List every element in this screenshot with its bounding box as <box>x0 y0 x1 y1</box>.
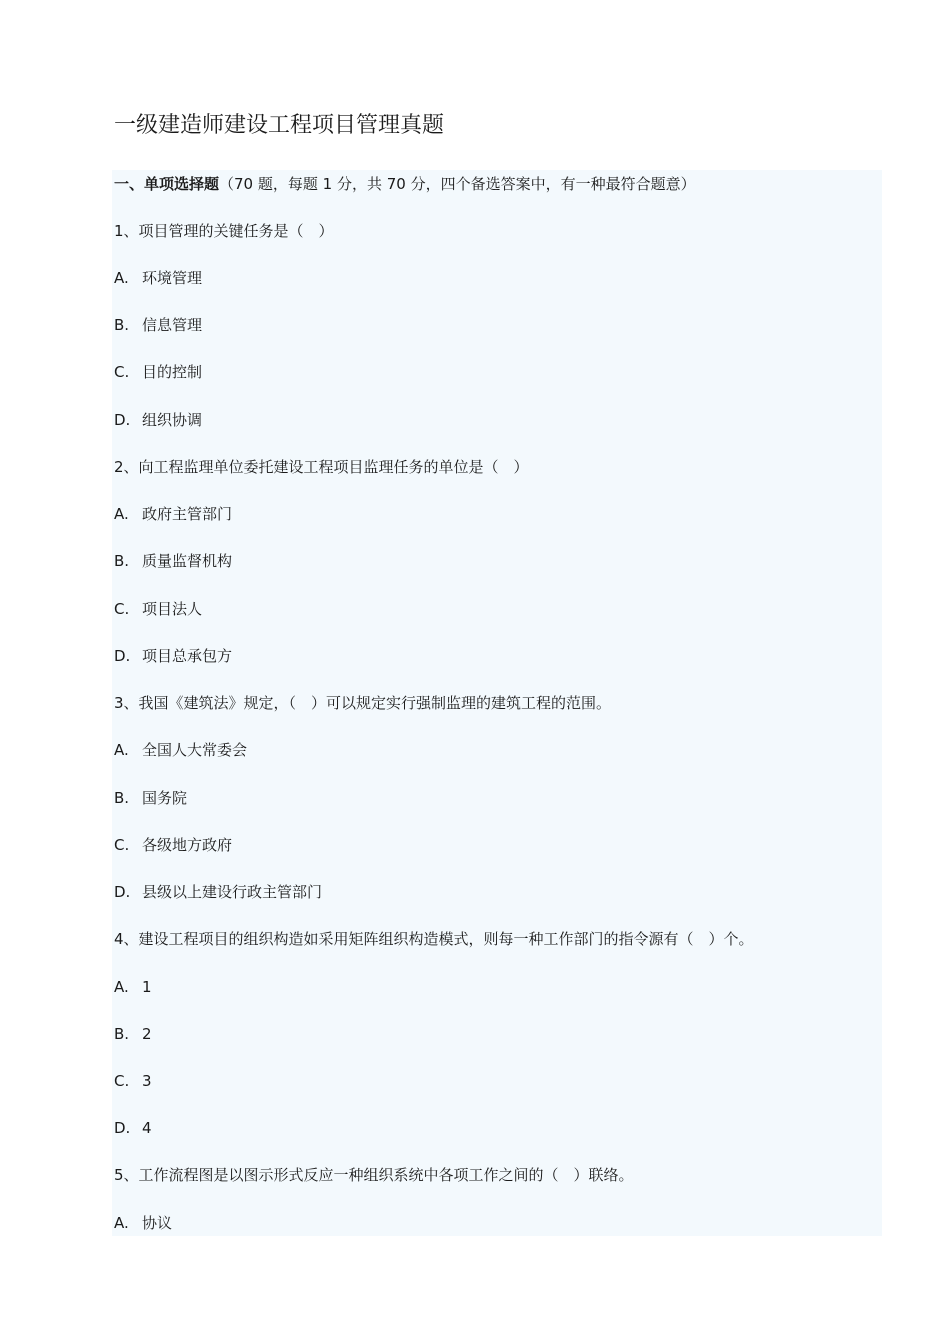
option-letter: C. <box>114 363 130 381</box>
answer-option <box>114 268 202 288</box>
option-letter: A. <box>114 505 129 523</box>
option-letter: C. <box>114 1072 130 1090</box>
section-heading-label: 一、单项选择题 <box>114 175 220 193</box>
option-text: 政府主管部门 <box>142 505 233 523</box>
option-text: 1 <box>142 978 152 996</box>
option-letter: C. <box>114 600 130 618</box>
option-letter: C. <box>114 836 130 854</box>
option-text: 3 <box>142 1072 152 1090</box>
question-stem: 1、项目管理的关键任务是（ ） <box>114 222 334 240</box>
option-letter: D. <box>114 883 131 901</box>
question-stem: 2、向工程监理单位委托建设工程项目监理任务的单位是（ ） <box>114 458 529 476</box>
option-text: 2 <box>142 1025 152 1043</box>
option-letter: B. <box>114 789 130 807</box>
option-text: 协议 <box>142 1214 173 1232</box>
option-letter: B. <box>114 316 130 334</box>
question-stem: 4、建设工程项目的组织构造如采用矩阵组织构造模式，则每一种工作部门的指令源有（ ）个。 <box>114 930 754 948</box>
answer-option <box>114 1118 152 1138</box>
document-title: 一级建造师建设工程项目管理真题 <box>114 113 445 138</box>
option-text: 质量监督机构 <box>142 552 233 570</box>
option-letter: A. <box>114 1214 129 1232</box>
answer-option <box>114 362 202 382</box>
option-text: 项目总承包方 <box>142 647 233 665</box>
answer-option <box>114 882 322 902</box>
question-stem: 5、工作流程图是以图示形式反应一种组织系统中各项工作之间的（ ）联络。 <box>114 1166 634 1184</box>
option-text: 全国人大常委会 <box>142 741 248 759</box>
answer-option <box>114 835 232 855</box>
option-text: 信息管理 <box>142 316 203 334</box>
option-text: 4 <box>142 1119 152 1137</box>
section-heading-note: （70 题，每题 1 分，共 70 分，四个备选答案中，有一种最符合题意） <box>219 175 696 193</box>
answer-option <box>114 740 247 760</box>
option-text: 县级以上建设行政主管部门 <box>142 883 323 901</box>
answer-option <box>114 788 187 808</box>
option-letter: B. <box>114 1025 130 1043</box>
answer-option <box>114 410 202 430</box>
answer-option <box>114 551 232 571</box>
option-letter: A. <box>114 978 129 996</box>
option-letter: D. <box>114 1119 131 1137</box>
option-letter: B. <box>114 552 130 570</box>
answer-option <box>114 1071 152 1091</box>
option-text: 各级地方政府 <box>142 836 233 854</box>
option-text: 环境管理 <box>142 269 203 287</box>
option-letter: D. <box>114 647 131 665</box>
option-text: 项目法人 <box>142 600 203 618</box>
answer-option <box>114 599 202 619</box>
answer-option <box>114 646 232 666</box>
option-text: 国务院 <box>142 789 188 807</box>
option-letter: A. <box>114 741 129 759</box>
question-stem: 3、我国《建筑法》规定，（ ）可以规定实行强制监理的建筑工程的范围。 <box>114 694 612 712</box>
option-letter: D. <box>114 411 131 429</box>
answer-option <box>114 315 202 335</box>
section-heading <box>114 174 696 194</box>
answer-option <box>114 1213 172 1233</box>
option-text: 目的控制 <box>142 363 203 381</box>
option-text: 组织协调 <box>142 411 203 429</box>
answer-option <box>114 977 152 997</box>
answer-option <box>114 1024 152 1044</box>
option-letter: A. <box>114 269 129 287</box>
answer-option <box>114 504 232 524</box>
